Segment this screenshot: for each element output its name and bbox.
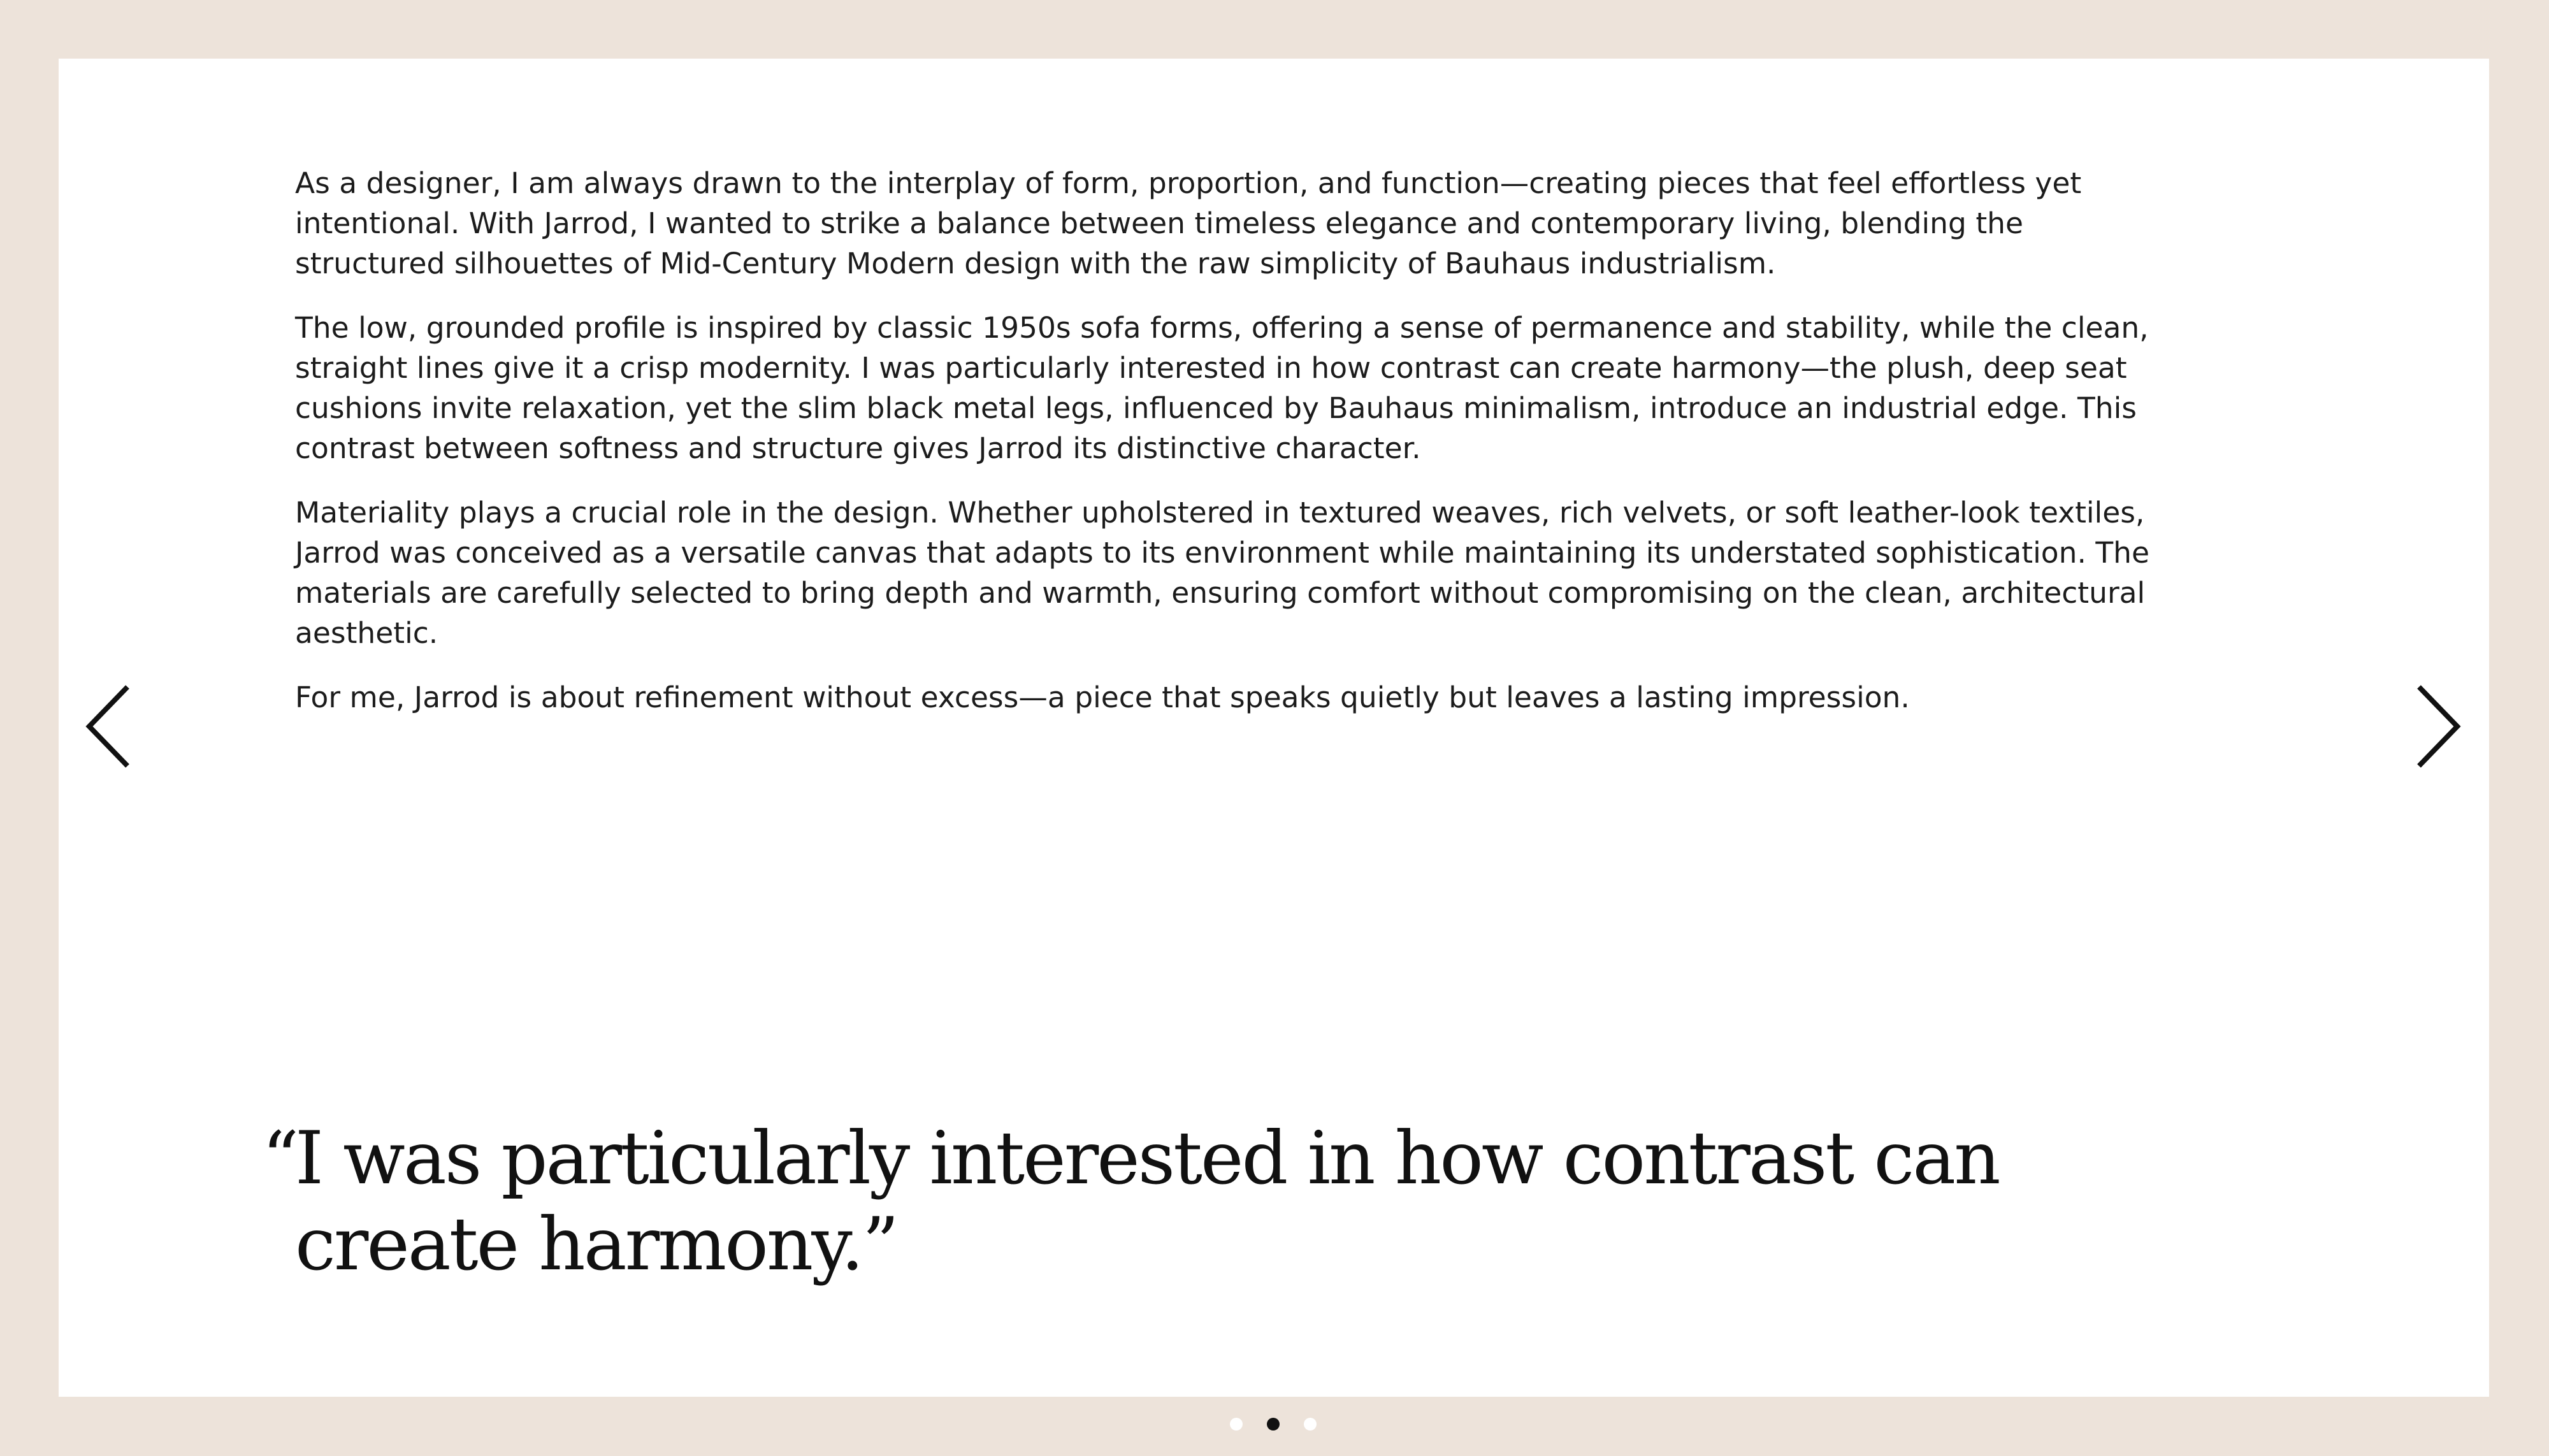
pagination-dot-2[interactable]: [1267, 1418, 1280, 1431]
pagination-dot-3[interactable]: [1304, 1418, 1317, 1431]
pagination-dot-1[interactable]: [1230, 1418, 1243, 1431]
chevron-left-icon: [82, 682, 139, 771]
paragraph-2: The low, grounded profile is inspired by classic 1950s sofa forms, offering a sense of permanence and stability, while the clean, straight lines give it a crisp modernity. I was particularly interested in how contrast can create harmony—the plush, deep seat cushions invite relaxation, yet the slim black metal legs, influenced by Bauhaus minimalism, introduce an industrial edge. This contrast between softness and structure gives Jarrod its distinctive character.: [295, 311, 2149, 465]
article-body: [295, 163, 2181, 742]
quote-open-mark: “: [262, 1116, 298, 1200]
paragraph-3: Materiality plays a crucial role in the design. Whether upholstered in textured weaves, rich velvets, or soft leather-look textiles, Jarrod was conceived as a versatile canvas that adapts to its environment while maintaining its understated sophistication. The materials are carefully selected to bring depth and warmth, ensuring comfort without compromising on the clean, architectural aesthetic.: [295, 496, 2150, 650]
previous-slide-button[interactable]: [82, 682, 139, 771]
chevron-right-icon: [2408, 682, 2465, 771]
paragraph-1: As a designer, I am always drawn to the interplay of form, proportion, and function—creating pieces that feel effortless yet intentional. With Jarrod, I wanted to strike a balance between timeless elegance and contemporary living, blending the structured silhouettes of Mid-Century Modern design with the raw simplicity of Bauhaus industrialism.: [295, 166, 2082, 280]
pull-quote: [262, 1115, 2207, 1287]
paragraph-4: For me, Jarrod is about refinement without excess—a piece that speaks quietly but leaves a lasting impression.: [295, 681, 1910, 714]
quote-text: I was particularly interested in how contrast can create harmony.”: [295, 1116, 1999, 1287]
next-slide-button[interactable]: [2408, 682, 2465, 771]
pagination-dots: [1227, 1418, 1322, 1437]
